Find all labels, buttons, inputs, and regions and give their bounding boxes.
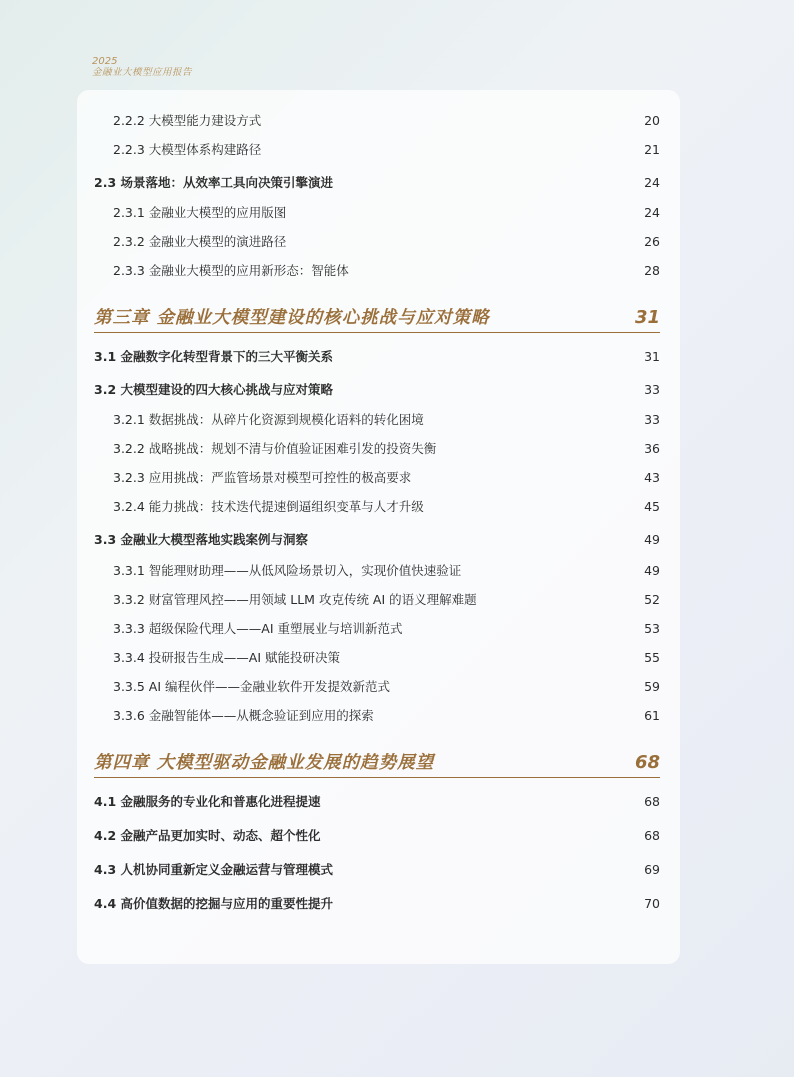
toc-entry-page: 53 xyxy=(644,621,660,636)
toc-entry[interactable] xyxy=(94,468,660,488)
toc-entry-page: 61 xyxy=(644,708,660,723)
toc-entry[interactable] xyxy=(94,894,660,914)
toc-entry-page: 68 xyxy=(644,828,660,843)
toc-chapter-title: 第三章 金融业大模型建设的核心挑战与应对策略 xyxy=(94,308,490,328)
toc-entry-page: 31 xyxy=(644,349,660,364)
toc-entry[interactable] xyxy=(94,648,660,668)
toc-entry-title: 3.3.3 超级保险代理人——AI 重塑展业与培训新范式 xyxy=(113,621,403,636)
toc-entry-title: 4.4 高价值数据的挖掘与应用的重要性提升 xyxy=(94,896,333,911)
toc-entry[interactable] xyxy=(94,561,660,581)
toc-entry-title: 3.3.4 投研报告生成——AI 赋能投研决策 xyxy=(113,650,340,665)
toc-chapter-page: 68 xyxy=(634,752,660,773)
toc-entry-page: 33 xyxy=(644,412,660,427)
toc-entry-page: 45 xyxy=(644,499,660,514)
toc-entry-title: 4.1 金融服务的专业化和普惠化进程提速 xyxy=(94,794,321,809)
toc-entry-title: 2.3.3 金融业大模型的应用新形态：智能体 xyxy=(113,263,349,278)
toc-entry[interactable] xyxy=(94,677,660,697)
toc-entry-title: 3.2.1 数据挑战：从碎片化资源到规模化语料的转化困境 xyxy=(113,412,424,427)
toc-chapter-title: 第四章 大模型驱动金融业发展的趋势展望 xyxy=(94,753,435,773)
toc-entry-title: 3.2.4 能力挑战：技术迭代提速倒逼组织变革与人才升级 xyxy=(113,499,424,514)
toc-entry[interactable] xyxy=(94,792,660,812)
toc-entry-title: 2.3.1 金融业大模型的应用版图 xyxy=(113,205,287,220)
toc-entry[interactable] xyxy=(94,347,660,367)
report-title: 金融业大模型应用报告 xyxy=(92,67,193,78)
toc-entry[interactable] xyxy=(94,261,660,281)
toc-entry-page: 59 xyxy=(644,679,660,694)
toc-entry[interactable] xyxy=(94,826,660,846)
toc-entry-page: 24 xyxy=(644,175,660,190)
toc-entry-page: 52 xyxy=(644,592,660,607)
toc-entry[interactable] xyxy=(94,203,660,223)
toc-entry[interactable] xyxy=(94,173,660,193)
toc-entry-title: 2.2.3 大模型体系构建路径 xyxy=(113,142,262,157)
toc-entry-title: 2.3.2 金融业大模型的演进路径 xyxy=(113,234,287,249)
toc-entry[interactable] xyxy=(94,860,660,880)
toc-entry[interactable] xyxy=(94,380,660,400)
toc-entry-title: 2.3 场景落地：从效率工具向决策引擎演进 xyxy=(94,175,333,190)
toc-chapter-heading[interactable] xyxy=(94,749,660,778)
toc-entry-title: 3.3.2 财富管理风控——用领域 LLM 攻克传统 AI 的语义理解难题 xyxy=(113,592,477,607)
toc-entry-page: 70 xyxy=(644,896,660,911)
toc-entry[interactable] xyxy=(94,410,660,430)
toc-entry[interactable] xyxy=(94,706,660,726)
toc-entry-page: 69 xyxy=(644,862,660,877)
toc-entry-title: 3.2 大模型建设的四大核心挑战与应对策略 xyxy=(94,382,333,397)
toc-entry-title: 3.3.6 金融智能体——从概念验证到应用的探索 xyxy=(113,708,374,723)
toc-entry-page: 68 xyxy=(644,794,660,809)
toc-entry[interactable] xyxy=(94,232,660,252)
toc-entry-title: 4.3 人机协同重新定义金融运营与管理模式 xyxy=(94,862,333,877)
toc-entry-title: 3.3.5 AI 编程伙伴——金融业软件开发提效新范式 xyxy=(113,679,390,694)
toc-entry-page: 20 xyxy=(644,113,660,128)
toc-chapter-page: 31 xyxy=(634,307,660,328)
toc-entry[interactable] xyxy=(94,497,660,517)
toc-entry-page: 24 xyxy=(644,205,660,220)
toc-entry-title: 3.2.3 应用挑战：严监管场景对模型可控性的极高要求 xyxy=(113,470,412,485)
toc-chapter-heading[interactable] xyxy=(94,304,660,333)
toc-entry[interactable] xyxy=(94,590,660,610)
toc-entry-title: 3.3 金融业大模型落地实践案例与洞察 xyxy=(94,532,308,547)
toc-entry-title: 4.2 金融产品更加实时、动态、超个性化 xyxy=(94,828,321,843)
toc-entry[interactable] xyxy=(94,530,660,550)
toc-entry-page: 36 xyxy=(644,441,660,456)
toc-entry[interactable] xyxy=(94,140,660,160)
toc-entry-page: 49 xyxy=(644,563,660,578)
toc-entry-page: 55 xyxy=(644,650,660,665)
toc-entry-page: 49 xyxy=(644,532,660,547)
toc-entry-title: 3.1 金融数字化转型背景下的三大平衡关系 xyxy=(94,349,333,364)
toc-entry-page: 33 xyxy=(644,382,660,397)
toc-entry[interactable] xyxy=(94,619,660,639)
toc-entry-page: 28 xyxy=(644,263,660,278)
toc-entry-title: 3.3.1 智能理财助理——从低风险场景切入，实现价值快速验证 xyxy=(113,563,462,578)
toc-entry-title: 3.2.2 战略挑战：规划不清与价值验证困难引发的投资失衡 xyxy=(113,441,437,456)
toc-entry[interactable] xyxy=(94,439,660,459)
toc-entry[interactable] xyxy=(94,111,660,131)
toc-entry-title: 2.2.2 大模型能力建设方式 xyxy=(113,113,262,128)
toc-entry-page: 26 xyxy=(644,234,660,249)
report-year: 2025 xyxy=(92,56,118,67)
toc-entry-page: 43 xyxy=(644,470,660,485)
toc-entry-page: 21 xyxy=(644,142,660,157)
